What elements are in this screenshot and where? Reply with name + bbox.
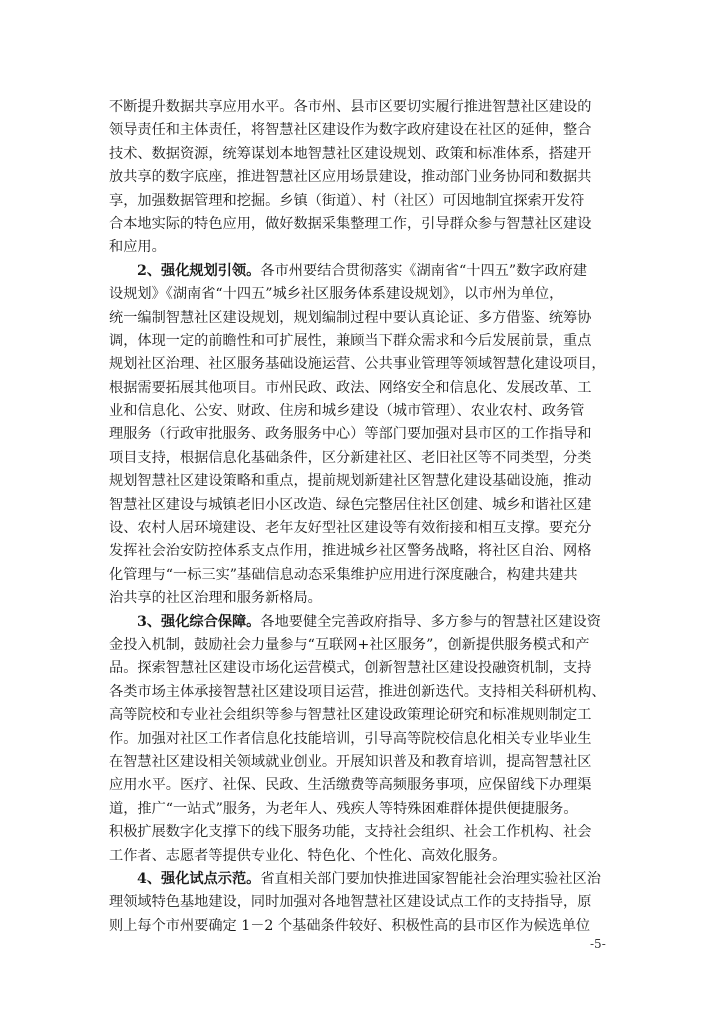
text-line (109, 774, 619, 797)
text-line (109, 236, 619, 259)
text-line (109, 915, 619, 938)
text-line (109, 728, 619, 751)
text-line (109, 423, 619, 446)
text-line (109, 821, 619, 844)
line-text: 领导责任和主体责任，将智慧社区建设作为数字政府建设在社区的延伸，整合 (109, 122, 592, 139)
text-line (109, 213, 619, 236)
line-text: 合本地实际的特色应用，做好数据采集整理工作，引导群众参与智慧社区建设 (109, 215, 592, 232)
text-line (109, 377, 619, 400)
text-line (109, 611, 619, 634)
section-heading: 4、强化试点示范。 (137, 870, 261, 887)
line-text: 设规划》《湖南省“十四五”城乡社区服务体系建设规划》，以市州为单位， (109, 286, 564, 303)
text-line (109, 307, 619, 330)
text-line (109, 330, 619, 353)
text-line (109, 143, 619, 166)
line-text: 发挥社会治安防控体系支点作用，推进城乡社区警务战略，将社区自治、网格 (109, 543, 592, 560)
text-line (109, 798, 619, 821)
text-line (109, 681, 619, 704)
text-line (109, 517, 619, 540)
text-line (109, 891, 619, 914)
text-line (109, 119, 619, 142)
line-text: 理领域特色基地建设，同时加强对各地智慧社区建设试点工作的支持指导，原 (109, 894, 592, 911)
line-text: 工作者、志愿者等提供专业化、特色化、个性化、高效化服务。 (109, 847, 507, 864)
text-line (109, 400, 619, 423)
line-text: 规划智慧社区建设策略和重点，提前规划新建社区智慧化建设基础设施，推动 (109, 473, 592, 490)
page-number: -5- (590, 937, 606, 951)
line-text: 各市州要结合贯彻落实《湖南省“十四五”数字政府建 (260, 262, 588, 279)
line-text: 积极扩展数字化支撑下的线下服务功能，支持社会组织、社会工作机构、社会 (109, 824, 592, 841)
text-line (109, 845, 619, 868)
text-line (109, 96, 619, 119)
line-text: 各地要健全完善政府指导、多方参与的智慧社区建设资 (260, 613, 601, 630)
text-line (109, 166, 619, 189)
text-line (109, 283, 619, 306)
line-text: 享，加强数据管理和挖掘。乡镇（街道）、村（社区）可因地制宜探索开发符 (109, 192, 585, 209)
line-text: 高等院校和专业社会组织等参与智慧社区建设政策理论研究和标准规则制定工 (109, 707, 592, 724)
text-line (109, 447, 619, 470)
line-text: 品。探索智慧社区建设市场化运营模式，创新智慧社区建设投融资机制，支持 (109, 660, 592, 677)
section-heading: 3、强化综合保障。 (137, 613, 261, 630)
line-text: 统一编制智慧社区建设规划，规划编制过程中要认真论证、多方借鉴、统筹协 (109, 309, 592, 326)
text-line (109, 634, 619, 657)
line-text: 省直相关部门要加快推进国家智能社会治理实验社区治 (260, 870, 601, 887)
line-text: 设、农村人居环境建设、老年友好型社区建设等有效衔接和相互支撑。要充分 (109, 520, 592, 537)
line-text: 调，体现一定的前瞻性和可扩展性，兼顾当下群众需求和今后发展前景，重点 (109, 332, 592, 349)
document-body (109, 96, 619, 938)
line-text: 各类市场主体承接智慧社区建设项目运营，推进创新迭代。支持相关科研机构、 (109, 683, 606, 700)
text-line (109, 587, 619, 610)
line-text: 和应用。 (109, 239, 166, 256)
line-text: 金投入机制，鼓励社会力量参与“互联网+社区服务”，创新提供服务模式和产 (109, 636, 590, 653)
section-heading: 2、强化规划引领。 (137, 262, 261, 279)
line-text: 业和信息化、公安、财政、住房和城乡建设（城市管理）、农业农村、政务管 (109, 403, 585, 420)
text-line (109, 353, 619, 376)
line-text: 理服务（行政审批服务、政务服务中心）等部门要加强对县市区的工作指导和 (109, 426, 592, 443)
line-text: 技术、数据资源，统筹谋划本地智慧社区建设规划、政策和标准体系，搭建开 (109, 145, 592, 162)
line-text: 在智慧社区建设相关领域就业创业。开展知识普及和教育培训，提高智慧社区 (109, 753, 592, 770)
line-text: 化管理与“一标三实”基础信息动态采集维护应用进行深度融合，构建共建共 (109, 566, 578, 583)
text-line (109, 751, 619, 774)
line-text: 应用水平。医疗、社保、民政、生活缴费等高频服务事项，应保留线下办理渠 (109, 777, 592, 794)
text-line (109, 657, 619, 680)
line-text: 规划社区治理、社区服务基础设施运营、公共事业管理等领域智慧化建设项目， (109, 356, 606, 373)
text-line (109, 494, 619, 517)
text-line (109, 540, 619, 563)
line-text: 作。加强对社区工作者信息化技能培训，引导高等院校信息化相关专业毕业生 (109, 730, 592, 747)
line-text: 则上每个市州要确定 1－2 个基础条件较好、积极性高的县市区作为候选单位 (109, 917, 591, 934)
line-text: 不断提升数据共享应用水平。各市州、县市区要切实履行推进智慧社区建设的 (109, 99, 592, 115)
text-line (109, 190, 619, 213)
text-line (109, 564, 619, 587)
line-text: 根据需要拓展其他项目。市州民政、政法、网络安全和信息化、发展改革、工 (109, 379, 592, 396)
text-line (109, 704, 619, 727)
line-text: 放共享的数字底座，推进智慧社区应用场景建设，推动部门业务协同和数据共 (109, 169, 592, 186)
text-line (109, 470, 619, 493)
text-line (109, 868, 619, 891)
text-line (109, 260, 619, 283)
line-text: 智慧社区建设与城镇老旧小区改造、绿色完整居住社区创建、城乡和谐社区建 (109, 496, 592, 513)
line-text: 治共享的社区治理和服务新格局。 (109, 590, 322, 607)
line-text: 道，推广“一站式”服务，为老年人、残疾人等特殊困难群体提供便捷服务。 (109, 800, 578, 817)
line-text: 项目支持，根据信息化基础条件，区分新建社区、老旧社区等不同类型，分类 (109, 449, 592, 466)
